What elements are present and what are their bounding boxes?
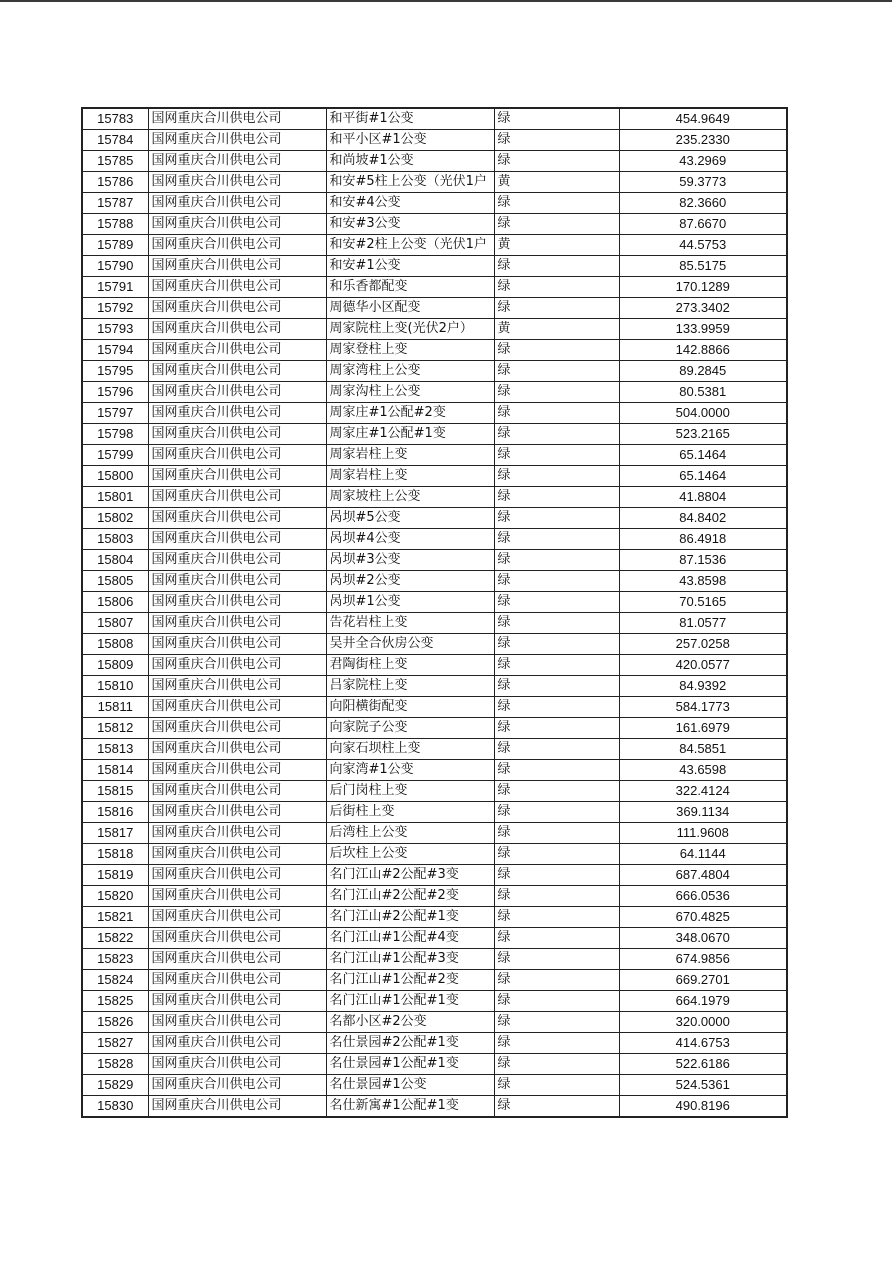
- table-row: [82, 361, 787, 382]
- transformer-name-cell: 和尚坡#1公变: [326, 151, 494, 172]
- table-row: [82, 655, 787, 676]
- status-cell: 绿: [494, 970, 619, 991]
- transformer-name-cell: 呙坝#4公变: [326, 529, 494, 550]
- value-cell: 81.0577: [619, 613, 787, 634]
- table-row: [82, 550, 787, 571]
- value-cell: 490.8196: [619, 1096, 787, 1118]
- company-cell: 国网重庆合川供电公司: [148, 466, 326, 487]
- company-cell: 国网重庆合川供电公司: [148, 760, 326, 781]
- transformer-name-cell: 周家湾柱上公变: [326, 361, 494, 382]
- row-id-cell: 15807: [82, 613, 148, 634]
- transformer-name-cell: 名仕新寓#1公配#1变: [326, 1096, 494, 1118]
- transformer-name-cell: 周家沟柱上公变: [326, 382, 494, 403]
- transformer-name-cell: 名都小区#2公变: [326, 1012, 494, 1033]
- transformer-name-cell: 向家院子公变: [326, 718, 494, 739]
- row-id-cell: 15816: [82, 802, 148, 823]
- row-id-cell: 15828: [82, 1054, 148, 1075]
- row-id-cell: 15818: [82, 844, 148, 865]
- status-cell: 绿: [494, 130, 619, 151]
- transformer-name-cell: 吕家院柱上变: [326, 676, 494, 697]
- company-cell: 国网重庆合川供电公司: [148, 718, 326, 739]
- value-cell: 87.1536: [619, 550, 787, 571]
- value-cell: 170.1289: [619, 277, 787, 298]
- status-cell: 绿: [494, 151, 619, 172]
- company-cell: 国网重庆合川供电公司: [148, 655, 326, 676]
- table-row: [82, 445, 787, 466]
- top-border-line: [0, 0, 892, 2]
- table-row: [82, 214, 787, 235]
- value-cell: 687.4804: [619, 865, 787, 886]
- status-cell: 绿: [494, 907, 619, 928]
- value-cell: 666.0536: [619, 886, 787, 907]
- status-cell: 黄: [494, 235, 619, 256]
- company-cell: 国网重庆合川供电公司: [148, 1096, 326, 1118]
- row-id-cell: 15810: [82, 676, 148, 697]
- status-cell: 绿: [494, 361, 619, 382]
- table-row: [82, 130, 787, 151]
- company-cell: 国网重庆合川供电公司: [148, 1054, 326, 1075]
- status-cell: 绿: [494, 991, 619, 1012]
- table-row: [82, 277, 787, 298]
- value-cell: 133.9959: [619, 319, 787, 340]
- status-cell: 绿: [494, 655, 619, 676]
- table-row: [82, 1075, 787, 1096]
- table-row: [82, 991, 787, 1012]
- transformer-name-cell: 呙坝#2公变: [326, 571, 494, 592]
- company-cell: 国网重庆合川供电公司: [148, 1012, 326, 1033]
- table-row: [82, 865, 787, 886]
- table-row: [82, 907, 787, 928]
- company-cell: 国网重庆合川供电公司: [148, 319, 326, 340]
- value-cell: 80.5381: [619, 382, 787, 403]
- value-cell: 41.8804: [619, 487, 787, 508]
- status-cell: 绿: [494, 865, 619, 886]
- transformer-name-cell: 周家登柱上变: [326, 340, 494, 361]
- row-id-cell: 15785: [82, 151, 148, 172]
- status-cell: 绿: [494, 508, 619, 529]
- transformer-name-cell: 呙坝#5公变: [326, 508, 494, 529]
- transformer-name-cell: 呙坝#3公变: [326, 550, 494, 571]
- value-cell: 523.2165: [619, 424, 787, 445]
- company-cell: 国网重庆合川供电公司: [148, 739, 326, 760]
- table-row: [82, 466, 787, 487]
- company-cell: 国网重庆合川供电公司: [148, 1033, 326, 1054]
- transformer-name-cell: 名仕景园#1公变: [326, 1075, 494, 1096]
- transformer-name-cell: 和安#4公变: [326, 193, 494, 214]
- row-id-cell: 15822: [82, 928, 148, 949]
- company-cell: 国网重庆合川供电公司: [148, 613, 326, 634]
- row-id-cell: 15812: [82, 718, 148, 739]
- company-cell: 国网重庆合川供电公司: [148, 781, 326, 802]
- value-cell: 85.5175: [619, 256, 787, 277]
- transformer-name-cell: 和平街#1公变: [326, 108, 494, 130]
- value-cell: 320.0000: [619, 1012, 787, 1033]
- value-cell: 322.4124: [619, 781, 787, 802]
- company-cell: 国网重庆合川供电公司: [148, 907, 326, 928]
- table-row: [82, 424, 787, 445]
- row-id-cell: 15787: [82, 193, 148, 214]
- value-cell: 70.5165: [619, 592, 787, 613]
- status-cell: 绿: [494, 823, 619, 844]
- status-cell: 绿: [494, 403, 619, 424]
- company-cell: 国网重庆合川供电公司: [148, 277, 326, 298]
- value-cell: 84.5851: [619, 739, 787, 760]
- transformer-name-cell: 向阳横街配变: [326, 697, 494, 718]
- table-row: [82, 193, 787, 214]
- row-id-cell: 15798: [82, 424, 148, 445]
- table-row: [82, 634, 787, 655]
- value-cell: 161.6979: [619, 718, 787, 739]
- row-id-cell: 15821: [82, 907, 148, 928]
- transformer-name-cell: 和安#3公变: [326, 214, 494, 235]
- transformer-name-cell: 周家院柱上变(光伏2户）: [326, 319, 494, 340]
- value-cell: 420.0577: [619, 655, 787, 676]
- company-cell: 国网重庆合川供电公司: [148, 172, 326, 193]
- company-cell: 国网重庆合川供电公司: [148, 1075, 326, 1096]
- company-cell: 国网重庆合川供电公司: [148, 403, 326, 424]
- row-id-cell: 15799: [82, 445, 148, 466]
- row-id-cell: 15783: [82, 108, 148, 130]
- status-cell: 绿: [494, 592, 619, 613]
- table-row: [82, 823, 787, 844]
- transformer-name-cell: 名门江山#1公配#4变: [326, 928, 494, 949]
- status-cell: 绿: [494, 382, 619, 403]
- status-cell: 绿: [494, 529, 619, 550]
- status-cell: 绿: [494, 949, 619, 970]
- company-cell: 国网重庆合川供电公司: [148, 676, 326, 697]
- transformer-name-cell: 和平小区#1公变: [326, 130, 494, 151]
- row-id-cell: 15813: [82, 739, 148, 760]
- table-row: [82, 382, 787, 403]
- value-cell: 584.1773: [619, 697, 787, 718]
- row-id-cell: 15788: [82, 214, 148, 235]
- value-cell: 670.4825: [619, 907, 787, 928]
- table-row: [82, 1054, 787, 1075]
- transformer-name-cell: 后坎柱上公变: [326, 844, 494, 865]
- table-row: [82, 340, 787, 361]
- status-cell: 绿: [494, 298, 619, 319]
- table-body: [82, 108, 787, 1117]
- row-id-cell: 15790: [82, 256, 148, 277]
- row-id-cell: 15802: [82, 508, 148, 529]
- transformer-name-cell: 周家岩柱上变: [326, 466, 494, 487]
- value-cell: 64.1144: [619, 844, 787, 865]
- table-row: [82, 739, 787, 760]
- transformer-name-cell: 后湾柱上公变: [326, 823, 494, 844]
- value-cell: 522.6186: [619, 1054, 787, 1075]
- row-id-cell: 15809: [82, 655, 148, 676]
- value-cell: 89.2845: [619, 361, 787, 382]
- row-id-cell: 15814: [82, 760, 148, 781]
- row-id-cell: 15811: [82, 697, 148, 718]
- value-cell: 257.0258: [619, 634, 787, 655]
- row-id-cell: 15784: [82, 130, 148, 151]
- status-cell: 黄: [494, 172, 619, 193]
- table-row: [82, 487, 787, 508]
- company-cell: 国网重庆合川供电公司: [148, 340, 326, 361]
- status-cell: 绿: [494, 193, 619, 214]
- status-cell: 绿: [494, 256, 619, 277]
- status-cell: 绿: [494, 718, 619, 739]
- status-cell: 绿: [494, 613, 619, 634]
- row-id-cell: 15829: [82, 1075, 148, 1096]
- row-id-cell: 15803: [82, 529, 148, 550]
- row-id-cell: 15804: [82, 550, 148, 571]
- status-cell: 绿: [494, 214, 619, 235]
- status-cell: 绿: [494, 1096, 619, 1118]
- company-cell: 国网重庆合川供电公司: [148, 697, 326, 718]
- company-cell: 国网重庆合川供电公司: [148, 235, 326, 256]
- company-cell: 国网重庆合川供电公司: [148, 487, 326, 508]
- company-cell: 国网重庆合川供电公司: [148, 844, 326, 865]
- transformer-name-cell: 名门江山#2公配#2变: [326, 886, 494, 907]
- table-row: [82, 403, 787, 424]
- row-id-cell: 15820: [82, 886, 148, 907]
- table-row: [82, 781, 787, 802]
- company-cell: 国网重庆合川供电公司: [148, 508, 326, 529]
- value-cell: 44.5753: [619, 235, 787, 256]
- company-cell: 国网重庆合川供电公司: [148, 592, 326, 613]
- company-cell: 国网重庆合川供电公司: [148, 991, 326, 1012]
- transformer-name-cell: 呙坝#1公变: [326, 592, 494, 613]
- value-cell: 348.0670: [619, 928, 787, 949]
- company-cell: 国网重庆合川供电公司: [148, 886, 326, 907]
- row-id-cell: 15826: [82, 1012, 148, 1033]
- transformer-name-cell: 和安#5柱上公变（光伏1户: [326, 172, 494, 193]
- company-cell: 国网重庆合川供电公司: [148, 382, 326, 403]
- row-id-cell: 15791: [82, 277, 148, 298]
- table-row: [82, 928, 787, 949]
- status-cell: 绿: [494, 886, 619, 907]
- value-cell: 664.1979: [619, 991, 787, 1012]
- status-cell: 绿: [494, 466, 619, 487]
- value-cell: 82.3660: [619, 193, 787, 214]
- table-row: [82, 108, 787, 130]
- table-row: [82, 256, 787, 277]
- transformer-name-cell: 名门江山#1公配#2变: [326, 970, 494, 991]
- table-row: [82, 508, 787, 529]
- status-cell: 绿: [494, 571, 619, 592]
- value-cell: 65.1464: [619, 466, 787, 487]
- status-cell: 绿: [494, 1012, 619, 1033]
- value-cell: 142.8866: [619, 340, 787, 361]
- company-cell: 国网重庆合川供电公司: [148, 949, 326, 970]
- transformer-name-cell: 名门江山#2公配#3变: [326, 865, 494, 886]
- row-id-cell: 15817: [82, 823, 148, 844]
- table-row: [82, 886, 787, 907]
- value-cell: 43.8598: [619, 571, 787, 592]
- value-cell: 674.9856: [619, 949, 787, 970]
- company-cell: 国网重庆合川供电公司: [148, 823, 326, 844]
- company-cell: 国网重庆合川供电公司: [148, 298, 326, 319]
- transformer-table: [81, 107, 788, 1118]
- table-row: [82, 298, 787, 319]
- company-cell: 国网重庆合川供电公司: [148, 151, 326, 172]
- row-id-cell: 15789: [82, 235, 148, 256]
- transformer-name-cell: 告花岩柱上变: [326, 613, 494, 634]
- status-cell: 绿: [494, 928, 619, 949]
- table-row: [82, 949, 787, 970]
- table-row: [82, 151, 787, 172]
- transformer-name-cell: 名门江山#1公配#1变: [326, 991, 494, 1012]
- company-cell: 国网重庆合川供电公司: [148, 445, 326, 466]
- value-cell: 59.3773: [619, 172, 787, 193]
- row-id-cell: 15830: [82, 1096, 148, 1118]
- value-cell: 454.9649: [619, 108, 787, 130]
- row-id-cell: 15808: [82, 634, 148, 655]
- company-cell: 国网重庆合川供电公司: [148, 130, 326, 151]
- company-cell: 国网重庆合川供电公司: [148, 424, 326, 445]
- transformer-name-cell: 周德华小区配变: [326, 298, 494, 319]
- company-cell: 国网重庆合川供电公司: [148, 193, 326, 214]
- company-cell: 国网重庆合川供电公司: [148, 529, 326, 550]
- row-id-cell: 15786: [82, 172, 148, 193]
- value-cell: 65.1464: [619, 445, 787, 466]
- transformer-name-cell: 向家石坝柱上变: [326, 739, 494, 760]
- transformer-name-cell: 吴井全合伙房公变: [326, 634, 494, 655]
- table-row: [82, 235, 787, 256]
- status-cell: 绿: [494, 697, 619, 718]
- transformer-name-cell: 名仕景园#1公配#1变: [326, 1054, 494, 1075]
- row-id-cell: 15794: [82, 340, 148, 361]
- company-cell: 国网重庆合川供电公司: [148, 928, 326, 949]
- status-cell: 绿: [494, 487, 619, 508]
- table-row: [82, 172, 787, 193]
- company-cell: 国网重庆合川供电公司: [148, 361, 326, 382]
- row-id-cell: 15824: [82, 970, 148, 991]
- company-cell: 国网重庆合川供电公司: [148, 802, 326, 823]
- value-cell: 87.6670: [619, 214, 787, 235]
- status-cell: 绿: [494, 1054, 619, 1075]
- status-cell: 绿: [494, 340, 619, 361]
- value-cell: 273.3402: [619, 298, 787, 319]
- transformer-name-cell: 后门岗柱上变: [326, 781, 494, 802]
- transformer-name-cell: 和安#1公变: [326, 256, 494, 277]
- company-cell: 国网重庆合川供电公司: [148, 571, 326, 592]
- row-id-cell: 15825: [82, 991, 148, 1012]
- table-row: [82, 844, 787, 865]
- transformer-name-cell: 名门江山#2公配#1变: [326, 907, 494, 928]
- row-id-cell: 15800: [82, 466, 148, 487]
- transformer-name-cell: 名仕景园#2公配#1变: [326, 1033, 494, 1054]
- table-row: [82, 1033, 787, 1054]
- value-cell: 669.2701: [619, 970, 787, 991]
- row-id-cell: 15827: [82, 1033, 148, 1054]
- table-row: [82, 697, 787, 718]
- status-cell: 绿: [494, 781, 619, 802]
- status-cell: 绿: [494, 1033, 619, 1054]
- transformer-name-cell: 周家庄#1公配#1变: [326, 424, 494, 445]
- row-id-cell: 15819: [82, 865, 148, 886]
- value-cell: 524.5361: [619, 1075, 787, 1096]
- table-row: [82, 802, 787, 823]
- status-cell: 绿: [494, 802, 619, 823]
- row-id-cell: 15797: [82, 403, 148, 424]
- status-cell: 绿: [494, 676, 619, 697]
- company-cell: 国网重庆合川供电公司: [148, 256, 326, 277]
- table-row: [82, 592, 787, 613]
- transformer-name-cell: 君陶街柱上变: [326, 655, 494, 676]
- status-cell: 绿: [494, 844, 619, 865]
- company-cell: 国网重庆合川供电公司: [148, 970, 326, 991]
- table-row: [82, 1012, 787, 1033]
- table-row: [82, 718, 787, 739]
- value-cell: 235.2330: [619, 130, 787, 151]
- table-row: [82, 613, 787, 634]
- row-id-cell: 15805: [82, 571, 148, 592]
- company-cell: 国网重庆合川供电公司: [148, 108, 326, 130]
- row-id-cell: 15792: [82, 298, 148, 319]
- table-row: [82, 676, 787, 697]
- status-cell: 绿: [494, 445, 619, 466]
- table-row: [82, 571, 787, 592]
- transformer-name-cell: 后街柱上变: [326, 802, 494, 823]
- table-row: [82, 760, 787, 781]
- value-cell: 84.9392: [619, 676, 787, 697]
- transformer-name-cell: 周家坡柱上公变: [326, 487, 494, 508]
- transformer-name-cell: 和乐香都配变: [326, 277, 494, 298]
- company-cell: 国网重庆合川供电公司: [148, 550, 326, 571]
- value-cell: 111.9608: [619, 823, 787, 844]
- transformer-name-cell: 周家岩柱上变: [326, 445, 494, 466]
- status-cell: 绿: [494, 634, 619, 655]
- status-cell: 绿: [494, 760, 619, 781]
- table-row: [82, 970, 787, 991]
- status-cell: 绿: [494, 424, 619, 445]
- company-cell: 国网重庆合川供电公司: [148, 214, 326, 235]
- transformer-name-cell: 名门江山#1公配#3变: [326, 949, 494, 970]
- company-cell: 国网重庆合川供电公司: [148, 865, 326, 886]
- company-cell: 国网重庆合川供电公司: [148, 634, 326, 655]
- value-cell: 84.8402: [619, 508, 787, 529]
- status-cell: 绿: [494, 1075, 619, 1096]
- value-cell: 43.2969: [619, 151, 787, 172]
- row-id-cell: 15815: [82, 781, 148, 802]
- value-cell: 504.0000: [619, 403, 787, 424]
- transformer-name-cell: 向家湾#1公变: [326, 760, 494, 781]
- status-cell: 绿: [494, 739, 619, 760]
- value-cell: 86.4918: [619, 529, 787, 550]
- status-cell: 黄: [494, 319, 619, 340]
- status-cell: 绿: [494, 277, 619, 298]
- value-cell: 369.1134: [619, 802, 787, 823]
- status-cell: 绿: [494, 108, 619, 130]
- status-cell: 绿: [494, 550, 619, 571]
- row-id-cell: 15806: [82, 592, 148, 613]
- transformer-name-cell: 周家庄#1公配#2变: [326, 403, 494, 424]
- table-row: [82, 319, 787, 340]
- row-id-cell: 15793: [82, 319, 148, 340]
- row-id-cell: 15795: [82, 361, 148, 382]
- row-id-cell: 15801: [82, 487, 148, 508]
- value-cell: 43.6598: [619, 760, 787, 781]
- row-id-cell: 15823: [82, 949, 148, 970]
- table-row: [82, 529, 787, 550]
- value-cell: 414.6753: [619, 1033, 787, 1054]
- transformer-name-cell: 和安#2柱上公变（光伏1户: [326, 235, 494, 256]
- table-row: [82, 1096, 787, 1118]
- row-id-cell: 15796: [82, 382, 148, 403]
